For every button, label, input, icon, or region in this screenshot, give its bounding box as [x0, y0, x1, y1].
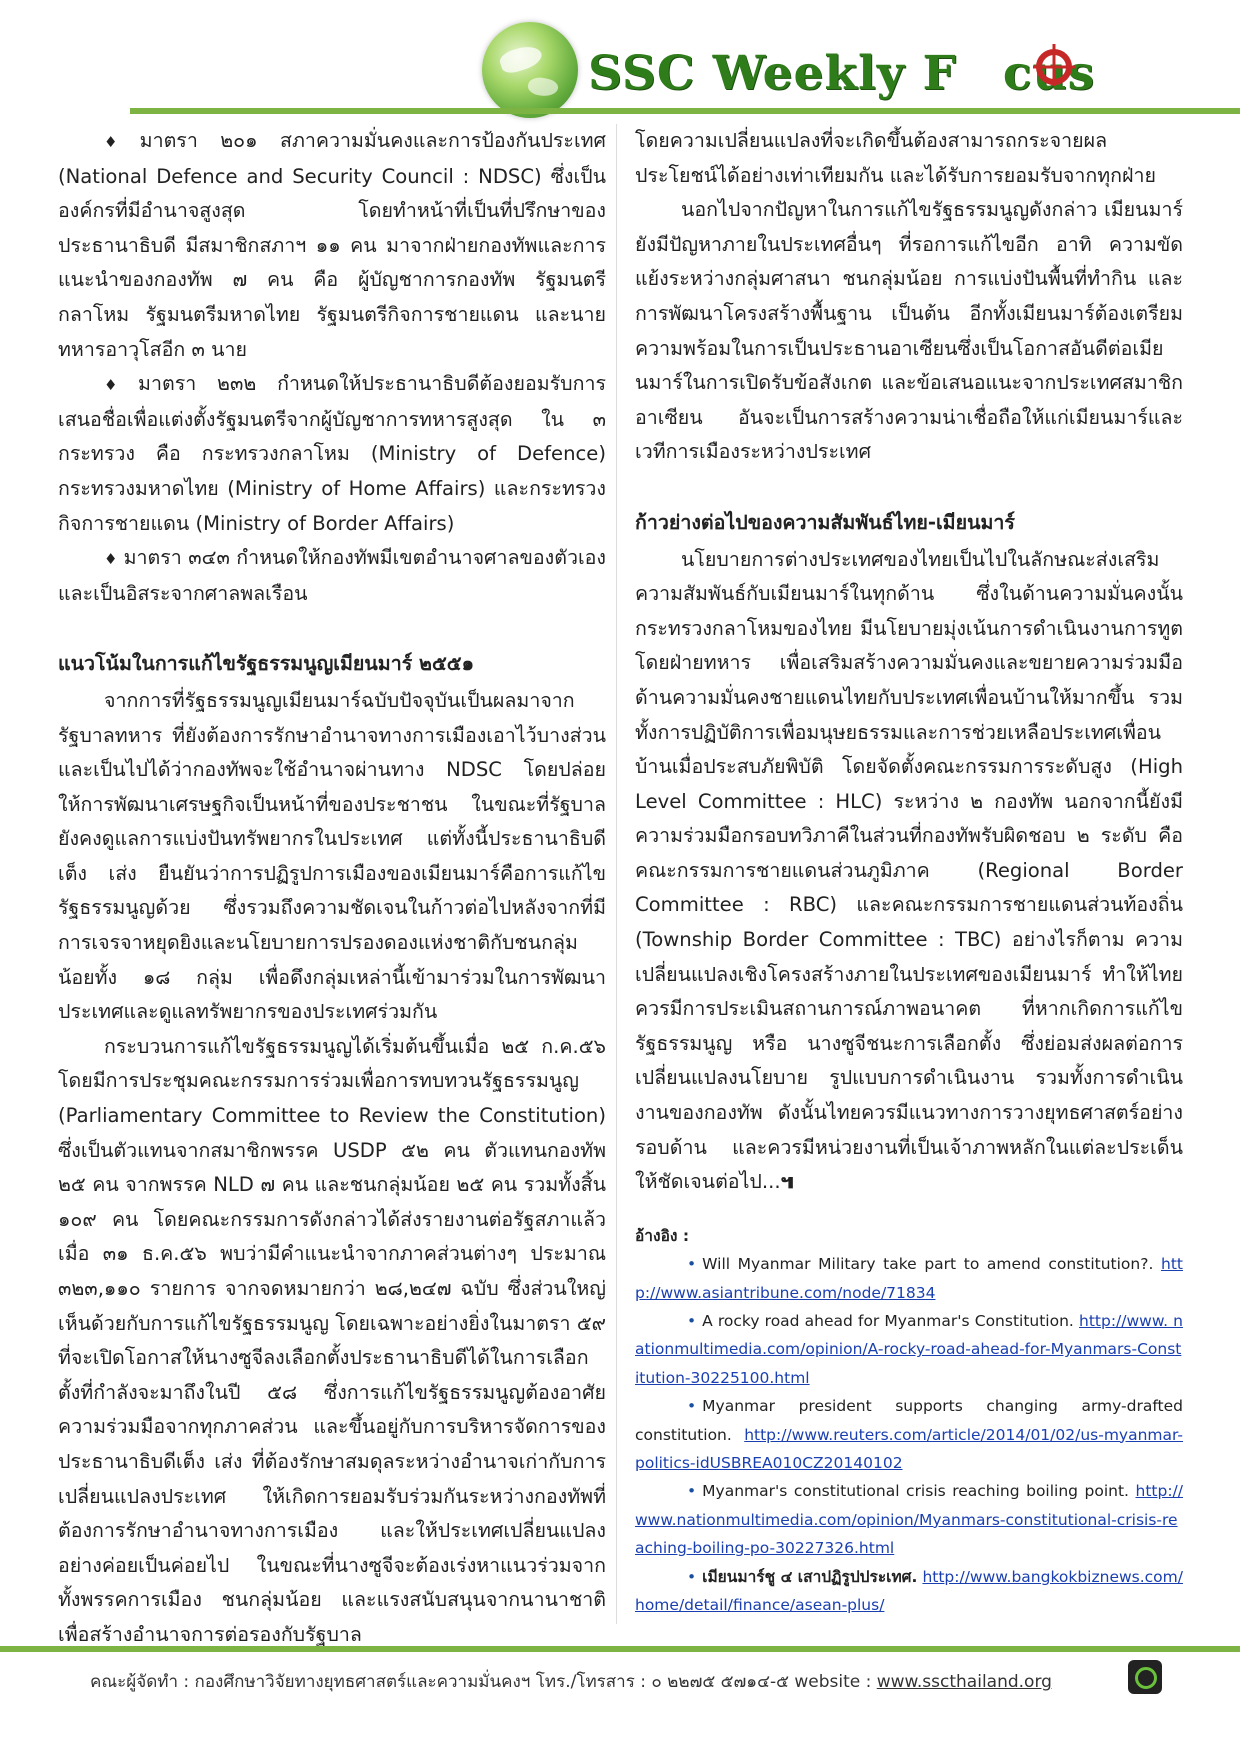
- left-column: [58, 124, 606, 1653]
- right-column: [635, 124, 1183, 1620]
- reference-item: [635, 1250, 1183, 1307]
- paragraph-continuation: โดยความเปลี่ยนแปลงที่จะเกิดขึ้นต้องสามารถกระจายผลประโยชน์ได้อย่างเท่าเทียมกัน และได้รับการยอมรับจากทุกฝ่าย: [635, 129, 1156, 187]
- column-divider: [616, 124, 617, 1624]
- article-343-bullet: ♦ มาตรา ๓๔๓ กำหนดให้กองทัพมีเขตอำนาจศาลของตัวเองและเป็นอิสระจากศาลพลเรือน: [58, 541, 606, 611]
- crosshair-o-icon: [1031, 42, 1077, 88]
- paragraph-trend-2: กระบวนการแก้ไขรัฐธรรมนูญได้เริ่มต้นขึ้นเมื่อ ๒๕ ก.ค.๕๖ โดยมีการประชุมคณะกรรมการร่วมเพื่อการทบทวนรัฐธรรมนูญ (Parliamentary Committee to Review the Constitution) ซึ่งเป็นตัวแทนจากสมาชิกพรรค USDP ๕๒ คน ตัวแทนกองทัพ ๒๕ คน จากพรรค NLD ๗ คน และชนกลุ่มน้อย ๒๕ คน รวมทั้งสิ้น ๑๐๙ คน โดยคณะกรรมการดังกล่าวได้ส่งรายงานต่อรัฐสภาแล้วเมื่อ ๓๑ ธ.ค.๕๖ พบว่ามีคำแนะนำจากภาคส่วนต่างๆ ประมาณ ๓๒๓,๑๑๐ รายการ จากจดหมายกว่า ๒๘,๒๔๗ ฉบับ ซึ่งส่วนใหญ่เห็นด้วยกับการแก้ไขรัฐธรรมนูญ โดยเฉพาะอย่างยิ่งในมาตรา ๕๙ ที่จะเปิดโอกาสให้นางซูจีลงเลือกตั้งประธานาธิบดีได้ในการเลือกตั้งที่กำลังจะมาถึงในปี ๕๘ ซึ่งการแก้ไขรัฐธรรมนูญต้องอาศัยความร่วมมือจากทุกภาคส่วน และขึ้นอยู่กับการบริหารจัดการของประธานาธิบดีเต็ง เส่ง ที่ต้องรักษาสมดุลระหว่างอำนาจเก่ากับการเปลี่ยนแปลงประเทศ ให้เกิดการยอมรับร่วมกันระหว่างกองทัพที่ต้องการรักษาอำนาจทางการเมือง และให้ประเทศเปลี่ยนแปลงอย่างค่อยเป็นค่อยไป ในขณะที่นางซูจีจะต้องเร่งหาแนวร่วมจากทั้งพรรคการเมือง ชนกลุ่มน้อย และแรงสนับสนุนจากนานาชาติ เพื่อสร้างอำนาจการต่อรองกับรัฐบาล: [58, 1034, 606, 1646]
- page-header: [0, 0, 1240, 120]
- reference-link[interactable]: http://www.nationmultimedia.com/opinion/Myanmars-constitutional-crisis-reaching-boiling-po-30227326.html: [635, 1482, 1183, 1558]
- globe-logo-icon: [482, 22, 578, 118]
- reference-title: A rocky road ahead for Myanmar's Constitution.: [702, 1312, 1074, 1331]
- brand-text-left: SSC Weekly F: [588, 46, 957, 101]
- organization-logo-icon: [1128, 1660, 1162, 1694]
- footer-credits: คณะผู้จัดทำ : กองศึกษาวิจัยทางยุทธศาสตร์และความมั่นคงฯ โทร./โทรสาร : ๐ ๒๒๗๕ ๕๗๑๔-๕ website :: [90, 1672, 872, 1692]
- reference-title: Myanmar's constitutional crisis reaching boiling point.: [702, 1482, 1129, 1501]
- reference-item: [635, 1477, 1183, 1562]
- header-rule: [130, 108, 1240, 114]
- reference-title: Myanmar president supports changing army-drafted constitution.: [635, 1397, 1183, 1444]
- paragraph-thai-myanmar-text: นโยบายการต่างประเทศของไทยเป็นไปในลักษณะส่งเสริมความสัมพันธ์กับเมียนมาร์ในทุกด้าน ซึ่งในด้านความมั่นคงนั้นกระทรวงกลาโหมของไทย มีนโยบายมุ่งเน้นการดำเนินงานการทูตโดยฝ่ายทหาร เพื่อเสริมสร้างความมั่นคงและขยายความร่วมมือด้านความมั่นคงชายแดนไทยกับประเทศเพื่อนบ้านให้มากขึ้น รวมทั้งการปฏิบัติการเพื่อมนุษยธรรมและการช่วยเหลือประเทศเพื่อนบ้านเมื่อประสบภัยพิบัติ โดยจัดตั้งคณะกรรมการระดับสูง (High Level Committee : HLC) ระหว่าง ๒ กองทัพ นอกจากนี้ยังมีความร่วมมือกรอบทวิภาคีในส่วนที่กองทัพรับผิดชอบ ๒ ระดับ คือ คณะกรรมการชายแดนส่วนภูมิภาค (Regional Border Committee : RBC) และคณะกรรมการชายแดนส่วนท้องถิ่น (Township Border Committee : TBC) อย่างไรก็ตาม ความเปลี่ยนแปลงเชิงโครงสร้างภายในประเทศของเมียนมาร์ ทำให้ไทย ควรมีการประเมินสถานการณ์ภาพอนาคต ที่หากเกิดการแก้ไขรัฐธรรมนูญ หรือ นางซูจีชนะการเลือกตั้ง ซึ่งย่อมส่งผลต่อการเปลี่ยนแปลงนโยบาย รูปแบบการดำเนินงาน รวมทั้งการดำเนินงานของกองทัพ ดังนั้นไทยควรมีแนวทางการวางยุทธศาสตร์อย่างรอบด้าน และควรมีหน่วยงานที่เป็นเจ้าภาพหลักในแต่ละประเด็นให้ชัดเจนต่อไป...: [635, 547, 1183, 1194]
- section-heading-constitution-trend: แนวโน้มในการแก้ไขรัฐธรรมนูญเมียนมาร์ ๒๕๕๑: [58, 652, 475, 676]
- article-232-bullet: ♦ มาตรา ๒๓๒ กำหนดให้ประธานาธิบดีต้องยอมรับการเสนอชื่อเพื่อแต่งตั้งรัฐมนตรีจากผู้บัญชาการทหารสูงสุด ใน ๓ กระทรวง คือ กระทรวงกลาโหม (Ministry of Defence) กระทรวงมหาดไทย (Ministry of Home Affairs) และกระทรวงกิจการชายแดน (Ministry of Border Affairs): [58, 367, 606, 541]
- reference-title: Will Myanmar Military take part to amend constitution?.: [702, 1255, 1154, 1274]
- article-201-bullet: ♦ มาตรา ๒๐๑ สภาความมั่นคงและการป้องกันประเทศ (National Defence and Security Council : NDSC) ซึ่งเป็นองค์กรที่มีอำนาจสูงสุด โดยทำหน้าที่เป็นที่ปรึกษาของประธานาธิบดี มีสมาชิกสภาฯ ๑๑ คน มาจากฝ่ายกองทัพและการแนะนำของกองทัพ ๗ คน คือ ผู้บัญชาการกองทัพ รัฐมนตรีกลาโหม รัฐมนตรีมหาดไทย รัฐมนตรีกิจการชายแดน และนายทหารอาวุโสอีก ๓ นาย: [58, 124, 606, 367]
- publication-title: [588, 46, 1095, 101]
- reference-link[interactable]: http://www.reuters.com/article/2014/01/02/us-myanmar-politics-idUSBREA010CZ20140102: [635, 1425, 1183, 1473]
- footer-rule: [0, 1646, 1240, 1652]
- paragraph-trend-1: จากการที่รัฐธรรมนูญเมียนมาร์ฉบับปัจจุบันเป็นผลมาจากรัฐบาลทหาร ที่ยังต้องการรักษาอำนาจทางการเมืองเอาไว้บางส่วน และเป็นไปได้ว่ากองทัพจะใช้อำนาจผ่านทาง NDSC โดยปล่อยให้การพัฒนาเศรษฐกิจเป็นหน้าที่ของประชาชน ในขณะที่รัฐบาลยังคงดูแลการแบ่งปันทรัพยากรในประเทศ แต่ทั้งนี้ประธานาธิบดีเต็ง เส่ง ยืนยันว่าการปฏิรูปการเมืองของเมียนมาร์คือการแก้ไขรัฐธรรมนูญด้วย ซึ่งรวมถึงความชัดเจนในก้าวต่อไปหลังจากที่มีการเจรจาหยุดยิงและนโยบายการปรองดองแห่งชาติกับชนกลุ่มน้อยทั้ง ๑๘ กลุ่ม เพื่อดึงกลุ่มเหล่านี้เข้ามาร่วมในการพัฒนาประเทศและดูแลทรัพยากรของประเทศร่วมกัน: [58, 688, 606, 1024]
- paragraph-thai-myanmar: [635, 543, 1183, 1200]
- reference-title: เมียนมาร์ชู ๔ เสาปฏิรูปประเทศ.: [702, 1567, 918, 1586]
- reference-link[interactable]: http://www.asiantribune.com/node/71834: [635, 1255, 1183, 1302]
- page-footer: [90, 1668, 1052, 1695]
- footer-website-link[interactable]: www.sscthailand.org: [876, 1672, 1052, 1692]
- reference-link[interactable]: http://www.bangkokbiznews.com/home/detail/finance/asean-plus/: [635, 1567, 1183, 1615]
- reference-link[interactable]: http://www. nationmultimedia.com/opinion/A-rocky-road-ahead-for-Myanmars-Constitution-30225100.html: [635, 1312, 1183, 1387]
- reference-item: [635, 1307, 1183, 1392]
- reference-item: [635, 1392, 1183, 1477]
- references-heading: อ้างอิง :: [635, 1226, 690, 1245]
- end-mark-icon: ๚: [780, 1170, 794, 1194]
- reference-item: [635, 1563, 1183, 1620]
- paragraph-internal-issues: นอกไปจากปัญหาในการแก้ไขรัฐธรรมนูญดังกล่าว เมียนมาร์ยังมีปัญหาภายในประเทศอื่นๆ ที่รอการแก้ไขอีก อาทิ ความขัดแย้งระหว่างกลุ่มศาสนา ชนกลุ่มน้อย การแบ่งปันพื้นที่ทำกิน และการพัฒนาโครงสร้างพื้นฐาน เป็นต้น อีกทั้งเมียนมาร์ต้องเตรียมความพร้อมในการเป็นประธานอาเซียนซึ่งเป็นโอกาสอันดีต่อเมียนมาร์ในการเปิดรับข้อสังเกต และข้อเสนอแนะจากประเทศสมาชิกอาเซียน อันจะเป็นการสร้างความน่าเชื่อถือให้แก่เมียนมาร์และเวทีการเมืองระหว่างประเทศ: [635, 198, 1183, 464]
- section-heading-thai-myanmar: ก้าวย่างต่อไปของความสัมพันธ์ไทย-เมียนมาร์: [635, 510, 1015, 534]
- brand-text-right: cus: [1002, 46, 1096, 101]
- references-list: [635, 1222, 1183, 1620]
